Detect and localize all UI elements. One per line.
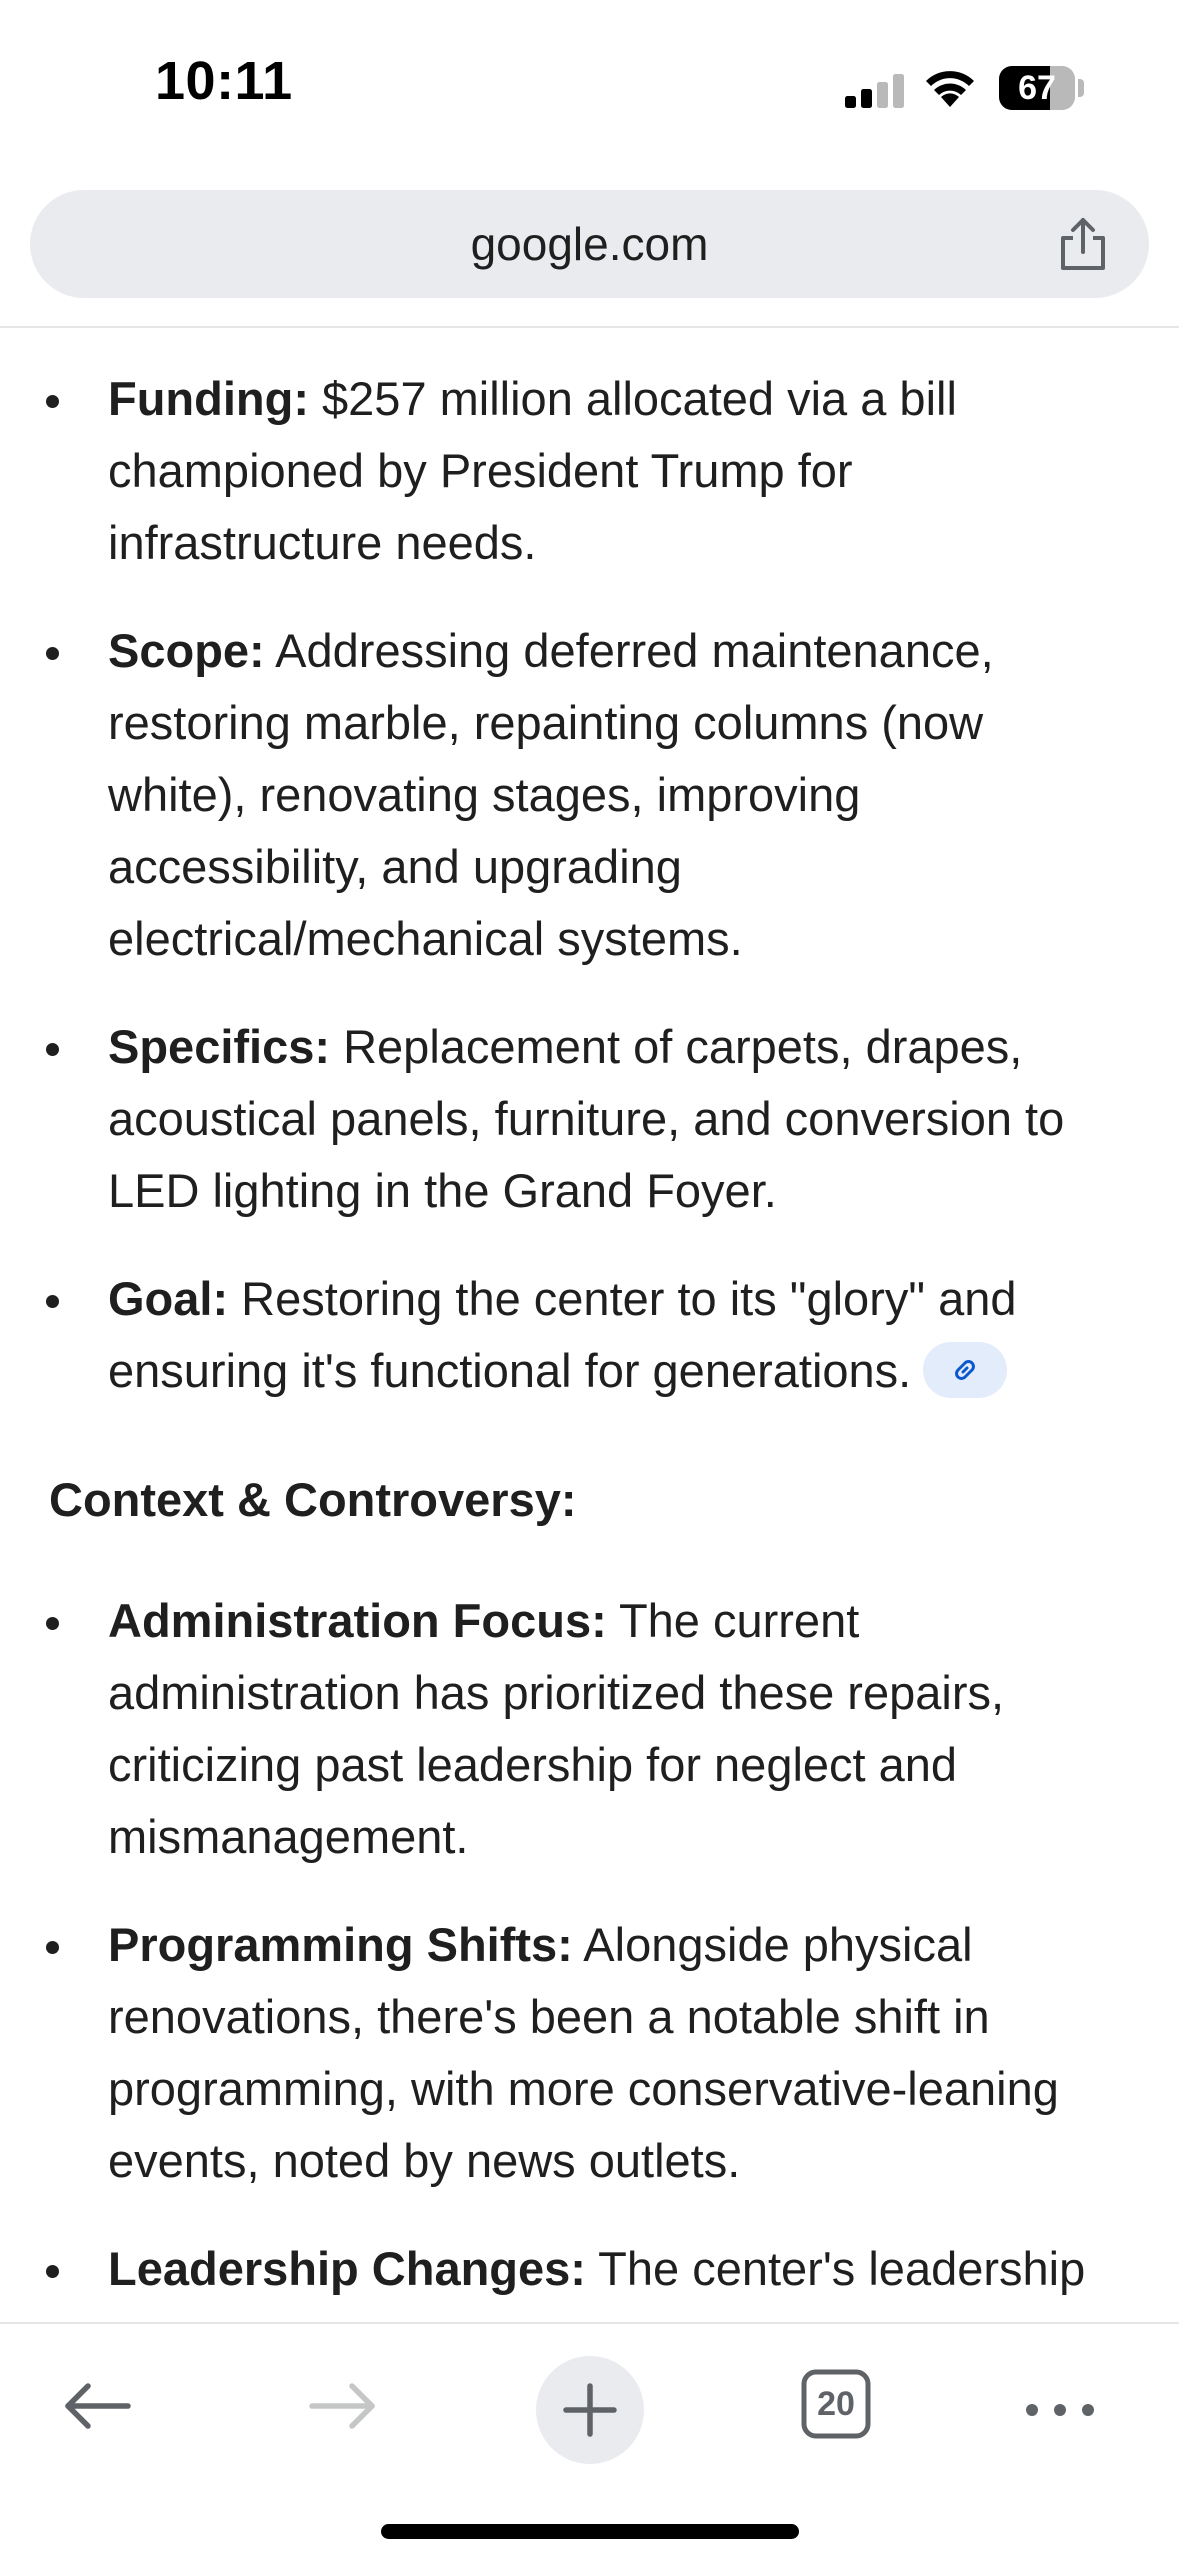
back-arrow-icon <box>56 2364 140 2448</box>
forward-arrow-icon <box>300 2364 384 2448</box>
item-term: Programming Shifts: <box>108 1918 573 1971</box>
section-heading: Context & Controversy: <box>49 1473 577 1526</box>
item-text: Addressing deferred maintenance, restoring marble, repainting columns (now white), renovating stages, improving accessibility, and upgrading electrical/mechanical systems. <box>108 624 994 965</box>
address-bar[interactable] <box>30 190 1149 298</box>
list-item <box>0 1909 1179 2197</box>
wifi-icon <box>921 66 979 108</box>
item-text: Alongside physical renovations, there's been a notable shift in programming, with more conservative-leaning events, noted by news outlets. <box>108 1918 1059 2187</box>
list-item <box>0 1585 1179 1873</box>
article-content <box>0 328 1179 2322</box>
new-tab-button[interactable] <box>536 2356 644 2464</box>
item-term: Goal: <box>108 1272 229 1325</box>
item-text: The current administration has prioritized these repairs, criticizing past leadership for neglect and mismanagement. <box>108 1594 1005 1863</box>
item-term: Administration Focus: <box>108 1594 607 1647</box>
source-link-chip[interactable] <box>923 1342 1007 1398</box>
list-item <box>0 615 1179 975</box>
renovation-details-list <box>0 363 1179 1443</box>
item-text: $257 million allocated via a bill championed by President Trump for infrastructure needs. <box>108 372 957 569</box>
item-term: Specifics: <box>108 1020 331 1073</box>
item-text: Restoring the center to its "glory" and ensuring it's functional for generations. <box>108 1272 1017 1397</box>
link-icon <box>949 1354 981 1386</box>
status-bar <box>0 0 1179 170</box>
battery-nub <box>1078 79 1084 97</box>
list-item <box>0 1263 1179 1407</box>
item-text: The center's leadership <box>585 2242 1086 2295</box>
list-item <box>0 363 1179 579</box>
more-menu-button[interactable] <box>1018 2368 1102 2452</box>
back-button[interactable] <box>56 2364 140 2448</box>
battery-level: 67 <box>1018 69 1056 107</box>
battery-icon <box>999 66 1075 110</box>
tab-count: 20 <box>817 2385 855 2423</box>
list-item <box>0 1011 1179 1227</box>
home-indicator[interactable] <box>381 2524 799 2539</box>
status-time: 10:11 <box>155 51 293 111</box>
item-term: Funding: <box>108 372 309 425</box>
cellular-signal-icon <box>845 74 907 108</box>
item-term: Leadership Changes: <box>108 2242 586 2295</box>
item-term: Scope: <box>108 624 265 677</box>
address-url[interactable]: google.com <box>470 218 709 270</box>
list-item <box>0 2233 1179 2305</box>
more-dots-icon <box>1018 2368 1102 2452</box>
context-list <box>0 1585 1179 2322</box>
forward-button[interactable] <box>300 2364 384 2448</box>
bottom-toolbar <box>0 2322 1179 2556</box>
tab-switcher-button[interactable] <box>800 2368 872 2440</box>
item-text: Replacement of carpets, drapes, acoustical panels, furniture, and conversion to LED lighting in the Grand Foyer. <box>108 1020 1065 1217</box>
share-icon[interactable] <box>1053 214 1113 274</box>
plus-icon <box>536 2356 644 2464</box>
